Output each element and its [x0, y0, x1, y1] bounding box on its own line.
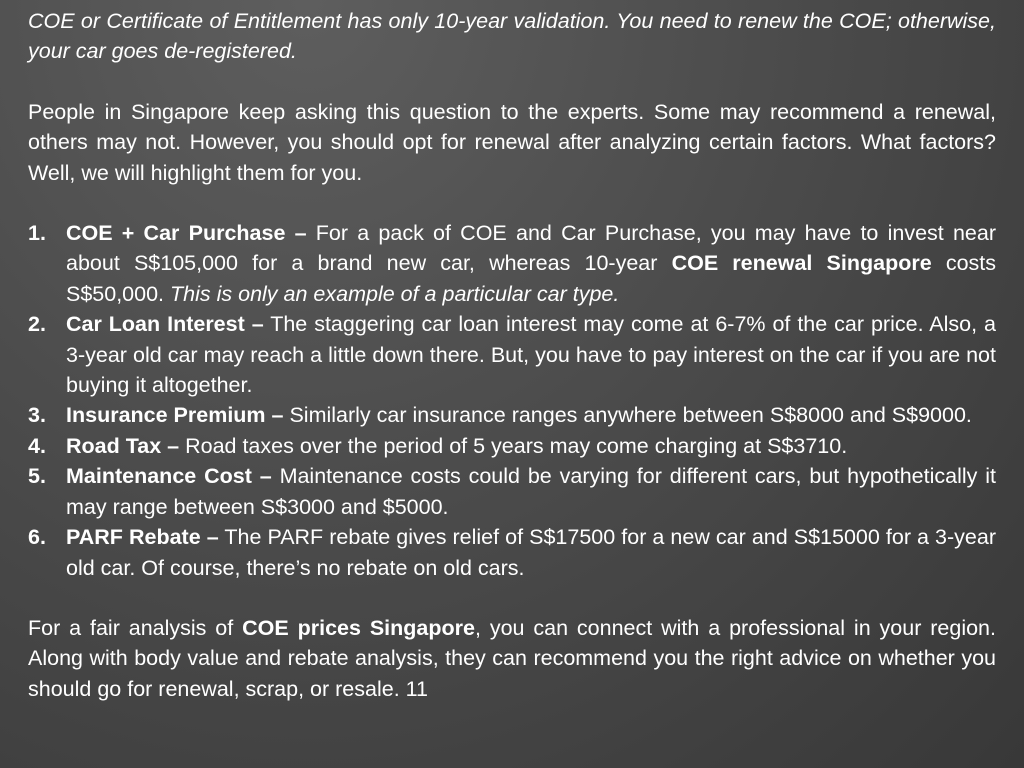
- list-item: [28, 218, 996, 309]
- factor-text: For a pack of COE and Car Purchase, you may have to invest near about S$105,000 for a brand new car, whereas 10-year: [66, 221, 996, 276]
- factor-text: Maintenance costs could be varying for different cars, but hypothetically it may range between S$3000 and $5000.: [66, 464, 996, 519]
- list-item: [28, 431, 996, 461]
- question-paragraph: People in Singapore keep asking this question to the experts. Some may recommend a renewal, others may not. However, you should opt for renewal after analyzing certain factors. What factors? Well, we will highlight them for you.: [28, 99, 996, 185]
- list-number: 2.: [28, 312, 46, 337]
- list-number: 4.: [28, 433, 46, 458]
- spacer: [28, 583, 996, 613]
- factor-title: COE + Car Purchase –: [66, 221, 307, 246]
- list-item: [28, 400, 996, 430]
- factor-text: costs S$50,000.: [66, 251, 997, 306]
- list-number: 5.: [28, 464, 46, 489]
- factor-note: This is only an example of a particular car type.: [170, 281, 620, 306]
- list-item: [28, 461, 996, 522]
- factor-text: The PARF rebate gives relief of S$17500 for a new car and S$15000 for a 3-year old car. Of course, there’s no rebate on old cars.: [66, 525, 996, 580]
- factor-title: Car Loan Interest –: [66, 312, 264, 337]
- list-item: [28, 522, 996, 583]
- factor-text: Similarly car insurance ranges anywhere between S$8000 and S$9000.: [283, 403, 972, 428]
- factor-title: Road Tax –: [66, 433, 180, 458]
- factor-title: Maintenance Cost –: [66, 464, 272, 489]
- slide-content: [28, 6, 996, 704]
- closing-keyword: COE prices Singapore: [242, 615, 475, 640]
- intro-paragraph: COE or Certificate of Entitlement has only 10-year validation. You need to renew the COE; otherwise, your car goes de-registered.: [28, 9, 996, 64]
- list-number: 3.: [28, 403, 46, 428]
- list-number: 1.: [28, 221, 46, 246]
- spacer: [28, 188, 996, 218]
- list-number: 6.: [28, 525, 46, 550]
- closing-text: , you can connect with a professional in your region. Along with body value and rebate analysis, they can recommend you the right advice on whether you should go for renewal, scrap, or resale.: [28, 615, 996, 701]
- factor-keyword: COE renewal Singapore: [671, 251, 932, 276]
- spacer: [28, 67, 996, 97]
- list-item: [28, 309, 996, 400]
- closing-text: For a fair analysis of: [28, 615, 243, 640]
- factor-title: PARF Rebate –: [66, 525, 219, 550]
- factor-text: The staggering car loan interest may come at 6-7% of the car price. Also, a 3-year old car may reach a little down there. But, you have to pay interest on the car if you are not buying it altogether.: [66, 312, 996, 398]
- factors-list: [28, 218, 996, 583]
- page-number: 11: [405, 676, 428, 701]
- factor-title: Insurance Premium –: [66, 403, 284, 428]
- factor-text: Road taxes over the period of 5 years may come charging at S$3710.: [179, 433, 848, 458]
- closing-paragraph: [28, 613, 996, 704]
